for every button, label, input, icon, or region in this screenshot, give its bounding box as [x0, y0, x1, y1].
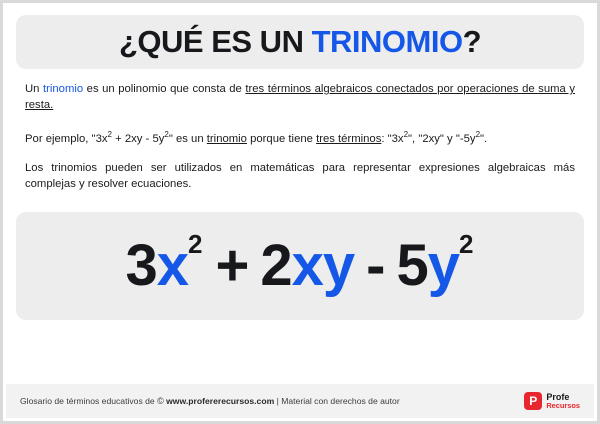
copyright-icon: © [157, 396, 164, 406]
brand-name-bottom: Recursos [546, 400, 580, 410]
brand-mark-icon: P [524, 392, 542, 410]
footer-site-link[interactable]: www.profererecursos.com [163, 396, 275, 406]
p2-part3: " es un [168, 132, 207, 145]
term2-coefficient: 2 [260, 232, 292, 298]
p2-part5: : "3x [381, 132, 404, 145]
p1-term: trinomio [42, 83, 84, 95]
title-highlight: TRINOMIO [311, 24, 463, 59]
p2-part2: + 2xy - 5y [111, 132, 165, 145]
p1-part1: Un [25, 83, 43, 95]
title-suffix: ? [462, 24, 482, 59]
term3-exponent: 2 [459, 228, 473, 259]
paragraph-usage: Los trinomios pueden ser utilizados en matemáticas para representar expresiones algebraicas más complejas y resolver ecuaciones. [25, 161, 575, 191]
operator-minus: - [366, 232, 385, 298]
brand-wordmark [546, 393, 580, 410]
p2-sup3: 2 [403, 129, 409, 139]
p2-emphasis: tres términos [316, 132, 382, 145]
term1-exponent: 2 [188, 228, 202, 259]
p2-part1: Por ejemplo, "3x [25, 132, 108, 145]
term3-variable: y [427, 232, 460, 298]
paragraph-example [25, 129, 575, 147]
brand-logo [524, 392, 580, 410]
term1-variable: x [156, 232, 189, 298]
paragraph-definition [25, 81, 575, 114]
p1-part2: es un polinomio que consta de [83, 83, 246, 95]
term1-coefficient: 3 [125, 232, 157, 298]
formula-panel [16, 212, 584, 320]
p1-emphasis: tres términos algebraicos conectados por operaciones de suma y resta. [25, 83, 575, 112]
title-prefix: ¿QUÉ ES UN [118, 24, 312, 59]
term2-variable: xy [291, 232, 355, 298]
trinomial-formula [125, 228, 475, 298]
brand-name-top: Profe [546, 391, 570, 402]
p2-part7: ". [480, 132, 488, 145]
page-title [119, 24, 481, 60]
footer-bar [6, 384, 594, 418]
term3-coefficient: 5 [396, 232, 428, 298]
p2-term: trinomio [206, 132, 247, 145]
p2-part6: ", "2xy" y "-5y [408, 132, 476, 145]
p2-part4: porque tiene [246, 132, 317, 145]
operator-plus: + [215, 232, 249, 298]
footer-lead: Glosario de términos educativos de [20, 396, 158, 406]
footer-credit [20, 396, 400, 406]
p2-sup2: 2 [164, 129, 169, 139]
p2-sup4: 2 [475, 129, 481, 139]
footer-rights: | Material con derechos de autor [274, 396, 400, 406]
p2-sup1: 2 [107, 129, 112, 139]
title-banner [16, 15, 584, 69]
definition-body [3, 77, 597, 206]
